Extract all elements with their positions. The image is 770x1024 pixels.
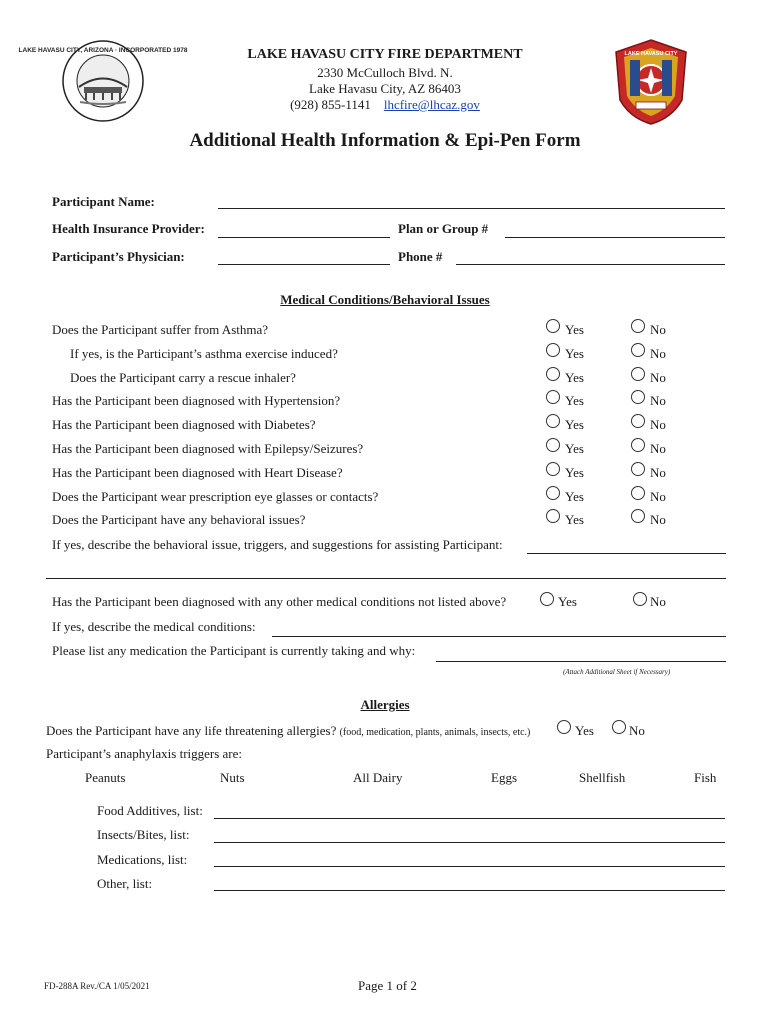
question-heart-disease: Has the Participant been diagnosed with Heart Disease? <box>52 465 343 480</box>
insects-bites-label: Insects/Bites, list: <box>97 827 190 842</box>
question-allergies <box>46 723 530 739</box>
medications-label: Medications, list: <box>97 852 188 867</box>
no-label: No <box>650 370 666 385</box>
phone-field[interactable] <box>456 264 725 265</box>
question-other-conditions: Has the Participant been diagnosed with any other medical conditions not listed above? <box>52 594 507 609</box>
no-label: No <box>650 489 666 504</box>
yes-label: Yes <box>565 346 584 361</box>
asthma-exercise-no-radio[interactable] <box>631 343 645 357</box>
question-epilepsy: Has the Participant been diagnosed with Epilepsy/Seizures? <box>52 441 364 456</box>
behavioral-yes-radio[interactable] <box>546 509 560 523</box>
inhaler-no-radio[interactable] <box>631 367 645 381</box>
other-label: Other, list: <box>97 876 153 891</box>
allergies-heading: Allergies <box>360 697 410 712</box>
no-label: No <box>650 465 666 480</box>
page-title: Additional Health Information & Epi-Pen Form <box>189 130 581 151</box>
heart-disease-yes-radio[interactable] <box>546 462 560 476</box>
trigger-eggs: Eggs <box>491 770 517 785</box>
inhaler-yes-radio[interactable] <box>546 367 560 381</box>
address-line-2: Lake Havasu City, AZ 86403 <box>309 81 461 96</box>
yes-label: Yes <box>575 723 594 738</box>
allergies-question-text: Does the Participant have any life threatening allergies? <box>46 723 337 738</box>
heart-disease-no-radio[interactable] <box>631 462 645 476</box>
diabetes-no-radio[interactable] <box>631 414 645 428</box>
attach-note: (Attach Additional Sheet if Necessary) <box>563 668 671 676</box>
question-asthma: Does the Participant suffer from Asthma? <box>52 322 269 337</box>
question-rescue-inhaler: Does the Participant carry a rescue inhaler? <box>70 370 296 385</box>
asthma-exercise-yes-radio[interactable] <box>546 343 560 357</box>
no-label: No <box>650 322 666 337</box>
no-label: No <box>629 723 645 738</box>
plan-label: Plan or Group # <box>398 221 489 236</box>
allergies-yes-radio[interactable] <box>557 720 571 734</box>
behavioral-no-radio[interactable] <box>631 509 645 523</box>
yes-label: Yes <box>558 594 577 609</box>
asthma-no-radio[interactable] <box>631 319 645 333</box>
describe-conditions-label: If yes, describe the medical conditions: <box>52 619 256 634</box>
page-number: Page 1 of 2 <box>358 978 417 993</box>
hypertension-no-radio[interactable] <box>631 390 645 404</box>
seal-lettering: LAKE HAVASU CITY, ARIZONA · INCORPORATED 1978 <box>18 47 188 54</box>
phone-label: Phone # <box>398 249 443 264</box>
question-asthma-exercise: If yes, is the Participant’s asthma exercise induced? <box>70 346 338 361</box>
trigger-shellfish: Shellfish <box>579 770 626 785</box>
yes-label: Yes <box>565 512 584 527</box>
describe-conditions-field[interactable] <box>272 636 726 637</box>
allergies-question-examples: (food, medication, plants, animals, insects, etc.) <box>339 727 531 738</box>
yes-label: Yes <box>565 393 584 408</box>
no-label: No <box>650 441 666 456</box>
diabetes-yes-radio[interactable] <box>546 414 560 428</box>
plan-field[interactable] <box>505 237 725 238</box>
badge-lettering: LAKE HAVASU CITY <box>624 51 678 57</box>
participant-name-field[interactable] <box>218 208 725 209</box>
insurance-field[interactable] <box>218 237 390 238</box>
question-behavioral: Does the Participant have any behavioral issues? <box>52 512 306 527</box>
medical-heading: Medical Conditions/Behavioral Issues <box>280 292 490 307</box>
trigger-peanuts: Peanuts <box>85 770 126 785</box>
no-label: No <box>650 417 666 432</box>
eyeglasses-no-radio[interactable] <box>631 486 645 500</box>
participant-name-label: Participant Name: <box>52 194 155 209</box>
other-conditions-no-radio[interactable] <box>633 592 647 606</box>
other-conditions-yes-radio[interactable] <box>540 592 554 606</box>
yes-label: Yes <box>565 489 584 504</box>
yes-label: Yes <box>565 441 584 456</box>
trigger-all-dairy: All Dairy <box>353 770 403 785</box>
question-eyeglasses: Does the Participant wear prescription eye glasses or contacts? <box>52 489 379 504</box>
food-additives-label: Food Additives, list: <box>97 803 203 818</box>
question-hypertension: Has the Participant been diagnosed with Hypertension? <box>52 393 341 408</box>
address-line-1: 2330 McCulloch Blvd. N. <box>317 65 453 80</box>
epilepsy-no-radio[interactable] <box>631 438 645 452</box>
physician-field[interactable] <box>218 264 390 265</box>
no-label: No <box>650 512 666 527</box>
yes-label: Yes <box>565 370 584 385</box>
no-label: No <box>650 346 666 361</box>
eyeglasses-yes-radio[interactable] <box>546 486 560 500</box>
other-field[interactable] <box>214 890 725 891</box>
medication-label: Please list any medication the Participant is currently taking and why: <box>52 643 416 658</box>
yes-label: Yes <box>565 322 584 337</box>
yes-label: Yes <box>565 417 584 432</box>
physician-label: Participant’s Physician: <box>52 249 185 264</box>
medication-field[interactable] <box>436 661 726 662</box>
department-name: LAKE HAVASU CITY FIRE DEPARTMENT <box>247 47 523 62</box>
hypertension-yes-radio[interactable] <box>546 390 560 404</box>
medications-field[interactable] <box>214 866 725 867</box>
no-label: No <box>650 393 666 408</box>
triggers-label: Participant’s anaphylaxis triggers are: <box>46 746 243 761</box>
describe-behavioral-field-line-2[interactable] <box>46 578 726 579</box>
form-id: FD-288A Rev./CA 1/05/2021 <box>44 981 150 991</box>
asthma-yes-radio[interactable] <box>546 319 560 333</box>
epilepsy-yes-radio[interactable] <box>546 438 560 452</box>
describe-behavioral-field[interactable] <box>527 553 726 554</box>
phone-number: (928) 855-1141 <box>290 97 371 112</box>
insects-bites-field[interactable] <box>214 842 725 843</box>
yes-label: Yes <box>565 465 584 480</box>
food-additives-field[interactable] <box>214 818 725 819</box>
describe-behavioral-label: If yes, describe the behavioral issue, triggers, and suggestions for assisting Participant: <box>52 537 503 552</box>
question-diabetes: Has the Participant been diagnosed with Diabetes? <box>52 417 316 432</box>
no-label: No <box>650 594 666 609</box>
allergies-no-radio[interactable] <box>612 720 626 734</box>
contact-line <box>0 97 770 113</box>
trigger-nuts: Nuts <box>220 770 245 785</box>
insurance-label: Health Insurance Provider: <box>52 221 205 236</box>
email-link[interactable]: lhcfire@lhcaz.gov <box>383 97 480 112</box>
trigger-fish: Fish <box>694 770 717 785</box>
